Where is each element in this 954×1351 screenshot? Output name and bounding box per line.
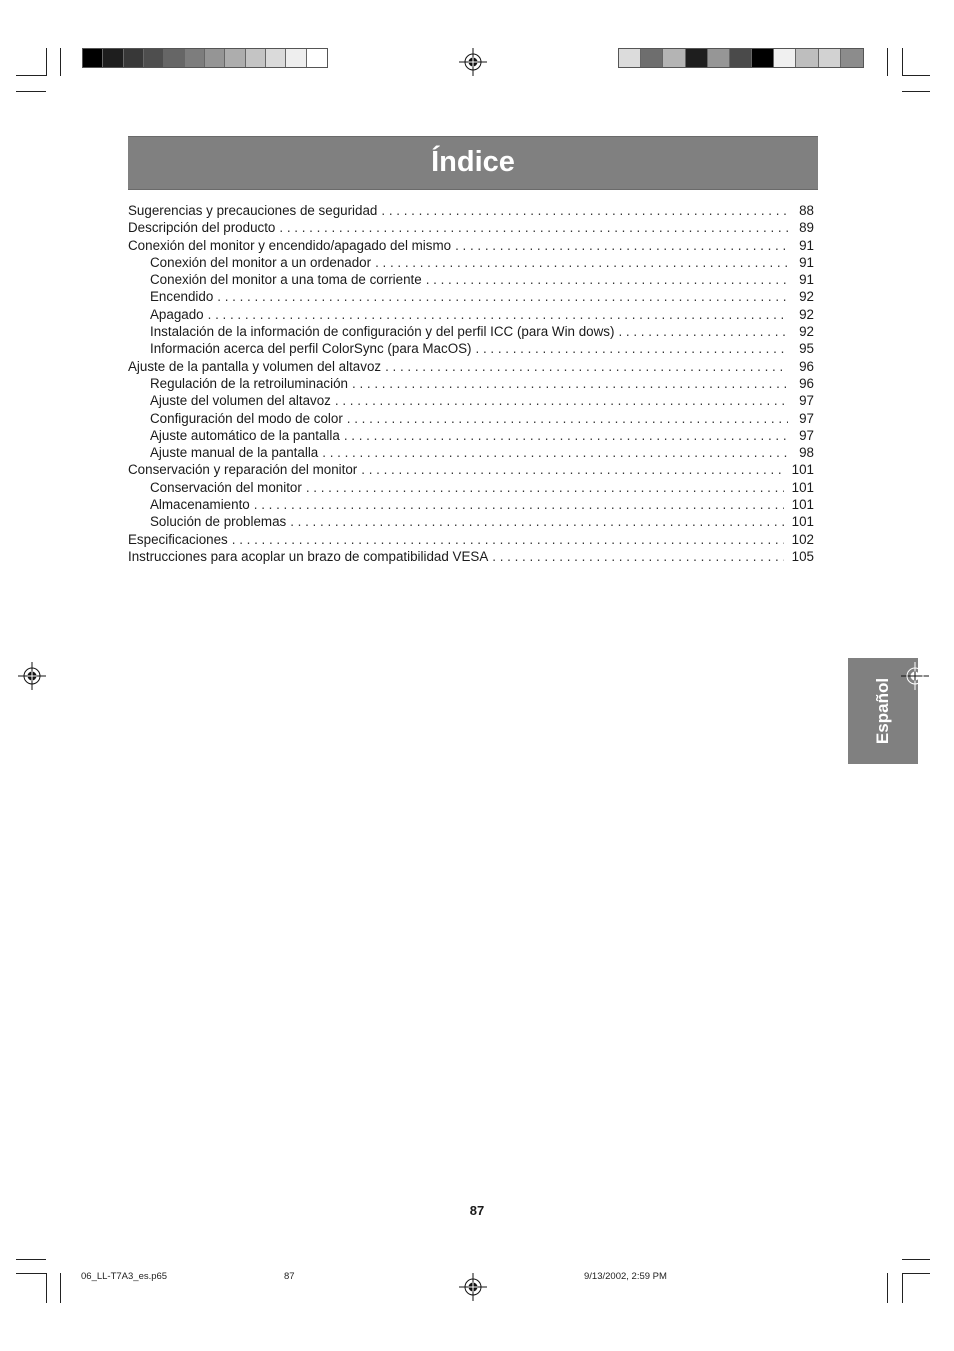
toc-entry-page: 97 bbox=[799, 410, 814, 426]
toc-entry-label: Solución de problemas bbox=[150, 514, 287, 530]
color-swatch bbox=[752, 49, 774, 67]
toc-entry-page: 97 bbox=[799, 427, 814, 443]
color-swatch bbox=[205, 49, 225, 67]
toc-leader-dots bbox=[290, 513, 783, 530]
toc-entry bbox=[128, 254, 814, 271]
toc-leader-dots bbox=[344, 427, 788, 444]
color-swatch bbox=[246, 49, 266, 67]
toc-entry-label: Información acerca del perfil ColorSync (para MacOS) bbox=[150, 341, 472, 357]
table-of-contents bbox=[128, 202, 814, 565]
toc-entry-label: Especificaciones bbox=[128, 531, 228, 547]
toc-entry-label: Ajuste automático de la pantalla bbox=[150, 427, 340, 443]
toc-entry bbox=[128, 496, 814, 513]
crop-mark bbox=[902, 91, 930, 92]
color-swatch bbox=[708, 49, 730, 67]
toc-entry-page: 92 bbox=[799, 324, 814, 340]
color-swatch bbox=[185, 49, 205, 67]
crop-mark bbox=[46, 48, 47, 76]
toc-entry-label: Ajuste de la pantalla y volumen del altavoz bbox=[128, 358, 382, 374]
toc-entry bbox=[128, 531, 814, 548]
crop-mark bbox=[902, 1259, 930, 1260]
language-tab-label: Español bbox=[873, 677, 892, 745]
toc-entry-page: 97 bbox=[799, 393, 814, 409]
toc-leader-dots bbox=[385, 358, 788, 375]
footer-timestamp: 9/13/2002, 2:59 PM bbox=[584, 1271, 667, 1282]
color-swatch bbox=[796, 49, 818, 67]
crop-mark bbox=[902, 48, 903, 76]
toc-entry bbox=[128, 306, 814, 323]
toc-entry-label: Instrucciones para acoplar un brazo de compatibilidad VESA bbox=[128, 548, 489, 564]
crop-mark bbox=[60, 48, 61, 76]
toc-entry-page: 91 bbox=[799, 237, 814, 253]
toc-entry bbox=[128, 340, 814, 357]
toc-leader-dots bbox=[352, 375, 788, 392]
toc-entry-page: 89 bbox=[799, 220, 814, 236]
toc-leader-dots bbox=[306, 479, 784, 496]
color-swatch bbox=[83, 49, 103, 67]
toc-entry-page: 95 bbox=[799, 341, 814, 357]
toc-leader-dots bbox=[618, 323, 788, 340]
toc-entry-page: 105 bbox=[791, 548, 814, 564]
toc-entry-label: Conservación del monitor bbox=[150, 479, 302, 495]
footer-file-name: 06_LL-T7A3_es.p65 bbox=[81, 1271, 168, 1282]
color-swatch bbox=[619, 49, 641, 67]
toc-entry-page: 96 bbox=[799, 358, 814, 374]
registration-mark-icon bbox=[459, 48, 487, 76]
color-swatch bbox=[225, 49, 245, 67]
toc-entry-label: Almacenamiento bbox=[150, 497, 250, 513]
page-title: Índice bbox=[431, 146, 515, 178]
crop-mark bbox=[16, 1259, 46, 1260]
toc-entry-label: Configuración del modo de color bbox=[150, 410, 343, 426]
color-swatch bbox=[164, 49, 184, 67]
toc-leader-dots bbox=[347, 410, 788, 427]
toc-leader-dots bbox=[361, 461, 783, 478]
crop-mark bbox=[16, 75, 46, 76]
registration-mark-icon bbox=[901, 662, 929, 690]
footer-page: 87 bbox=[284, 1271, 295, 1282]
toc-entry bbox=[128, 410, 814, 427]
toc-entry-page: 101 bbox=[791, 514, 814, 530]
toc-leader-dots bbox=[322, 444, 788, 461]
color-swatch bbox=[641, 49, 663, 67]
color-swatch bbox=[286, 49, 306, 67]
toc-entry-page: 96 bbox=[799, 375, 814, 391]
crop-mark bbox=[16, 91, 46, 92]
toc-leader-dots bbox=[476, 340, 789, 357]
toc-entry-label: Encendido bbox=[150, 289, 214, 305]
color-swatch bbox=[307, 49, 327, 67]
toc-entry-page: 92 bbox=[799, 289, 814, 305]
toc-entry bbox=[128, 513, 814, 530]
crop-mark bbox=[16, 1273, 46, 1274]
color-swatch bbox=[124, 49, 144, 67]
right-color-bar bbox=[618, 48, 864, 68]
toc-leader-dots bbox=[381, 202, 788, 219]
toc-entry-label: Sugerencias y precauciones de seguridad bbox=[128, 203, 378, 218]
color-swatch bbox=[841, 49, 863, 67]
toc-entry-page: 101 bbox=[791, 479, 814, 495]
toc-entry bbox=[128, 271, 814, 288]
toc-entry-page: 98 bbox=[799, 445, 814, 461]
color-swatch bbox=[266, 49, 286, 67]
toc-leader-dots bbox=[426, 271, 788, 288]
toc-leader-dots bbox=[335, 392, 788, 409]
toc-entry bbox=[128, 444, 814, 461]
toc-leader-dots bbox=[279, 219, 788, 236]
toc-entry bbox=[128, 358, 814, 375]
page-number: 87 bbox=[469, 1203, 485, 1218]
registration-mark-icon bbox=[18, 662, 46, 690]
toc-entry-label: Ajuste manual de la pantalla bbox=[150, 445, 319, 461]
toc-entry bbox=[128, 375, 814, 392]
toc-leader-dots bbox=[375, 254, 788, 271]
toc-entry-label: Instalación de la información de configuración y del perfil ICC (para Win dows) bbox=[150, 324, 615, 340]
color-swatch bbox=[730, 49, 752, 67]
color-swatch bbox=[103, 49, 123, 67]
toc-entry-page: 91 bbox=[799, 272, 814, 288]
crop-mark bbox=[46, 1273, 47, 1303]
crop-mark bbox=[60, 1273, 61, 1303]
toc-entry bbox=[128, 392, 814, 409]
toc-leader-dots bbox=[254, 496, 784, 513]
toc-entry-page: 88 bbox=[799, 203, 814, 218]
color-swatch bbox=[819, 49, 841, 67]
toc-entry-page: 92 bbox=[799, 306, 814, 322]
title-band bbox=[128, 136, 818, 190]
toc-entry-label: Conexión del monitor y encendido/apagado del mismo bbox=[128, 237, 452, 253]
toc-entry-label: Apagado bbox=[150, 306, 204, 322]
toc-entry bbox=[128, 427, 814, 444]
left-color-bar bbox=[82, 48, 328, 68]
crop-mark bbox=[902, 75, 930, 76]
toc-leader-dots bbox=[492, 548, 783, 565]
registration-mark-icon bbox=[459, 1273, 487, 1301]
toc-leader-dots bbox=[232, 531, 784, 548]
toc-entry-page: 101 bbox=[791, 462, 814, 478]
toc-entry bbox=[128, 323, 814, 340]
toc-entry bbox=[128, 548, 814, 565]
toc-entry-label: Regulación de la retroiluminación bbox=[150, 375, 348, 391]
toc-leader-dots bbox=[455, 237, 788, 254]
color-swatch bbox=[686, 49, 708, 67]
toc-entry-label: Conservación y reparación del monitor bbox=[128, 462, 358, 478]
color-swatch bbox=[663, 49, 685, 67]
toc-leader-dots bbox=[217, 288, 788, 305]
crop-mark bbox=[902, 1273, 930, 1274]
toc-entry-page: 102 bbox=[791, 531, 814, 547]
toc-entry-page: 101 bbox=[791, 497, 814, 513]
toc-entry-label: Descripción del producto bbox=[128, 220, 276, 236]
toc-entry bbox=[128, 237, 814, 254]
toc-entry bbox=[128, 461, 814, 478]
toc-entry-label: Conexión del monitor a un ordenador bbox=[150, 254, 372, 270]
toc-entry-page: 91 bbox=[799, 254, 814, 270]
crop-mark bbox=[887, 48, 888, 76]
toc-entry bbox=[128, 219, 814, 236]
toc-entry bbox=[128, 288, 814, 305]
crop-mark bbox=[887, 1273, 888, 1303]
toc-entry bbox=[128, 202, 814, 219]
crop-mark bbox=[902, 1273, 903, 1303]
toc-entry-label: Ajuste del volumen del altavoz bbox=[150, 393, 331, 409]
toc-leader-dots bbox=[208, 306, 788, 323]
color-swatch bbox=[144, 49, 164, 67]
toc-entry-label: Conexión del monitor a una toma de corriente bbox=[150, 272, 422, 288]
color-swatch bbox=[774, 49, 796, 67]
toc-entry bbox=[128, 479, 814, 496]
